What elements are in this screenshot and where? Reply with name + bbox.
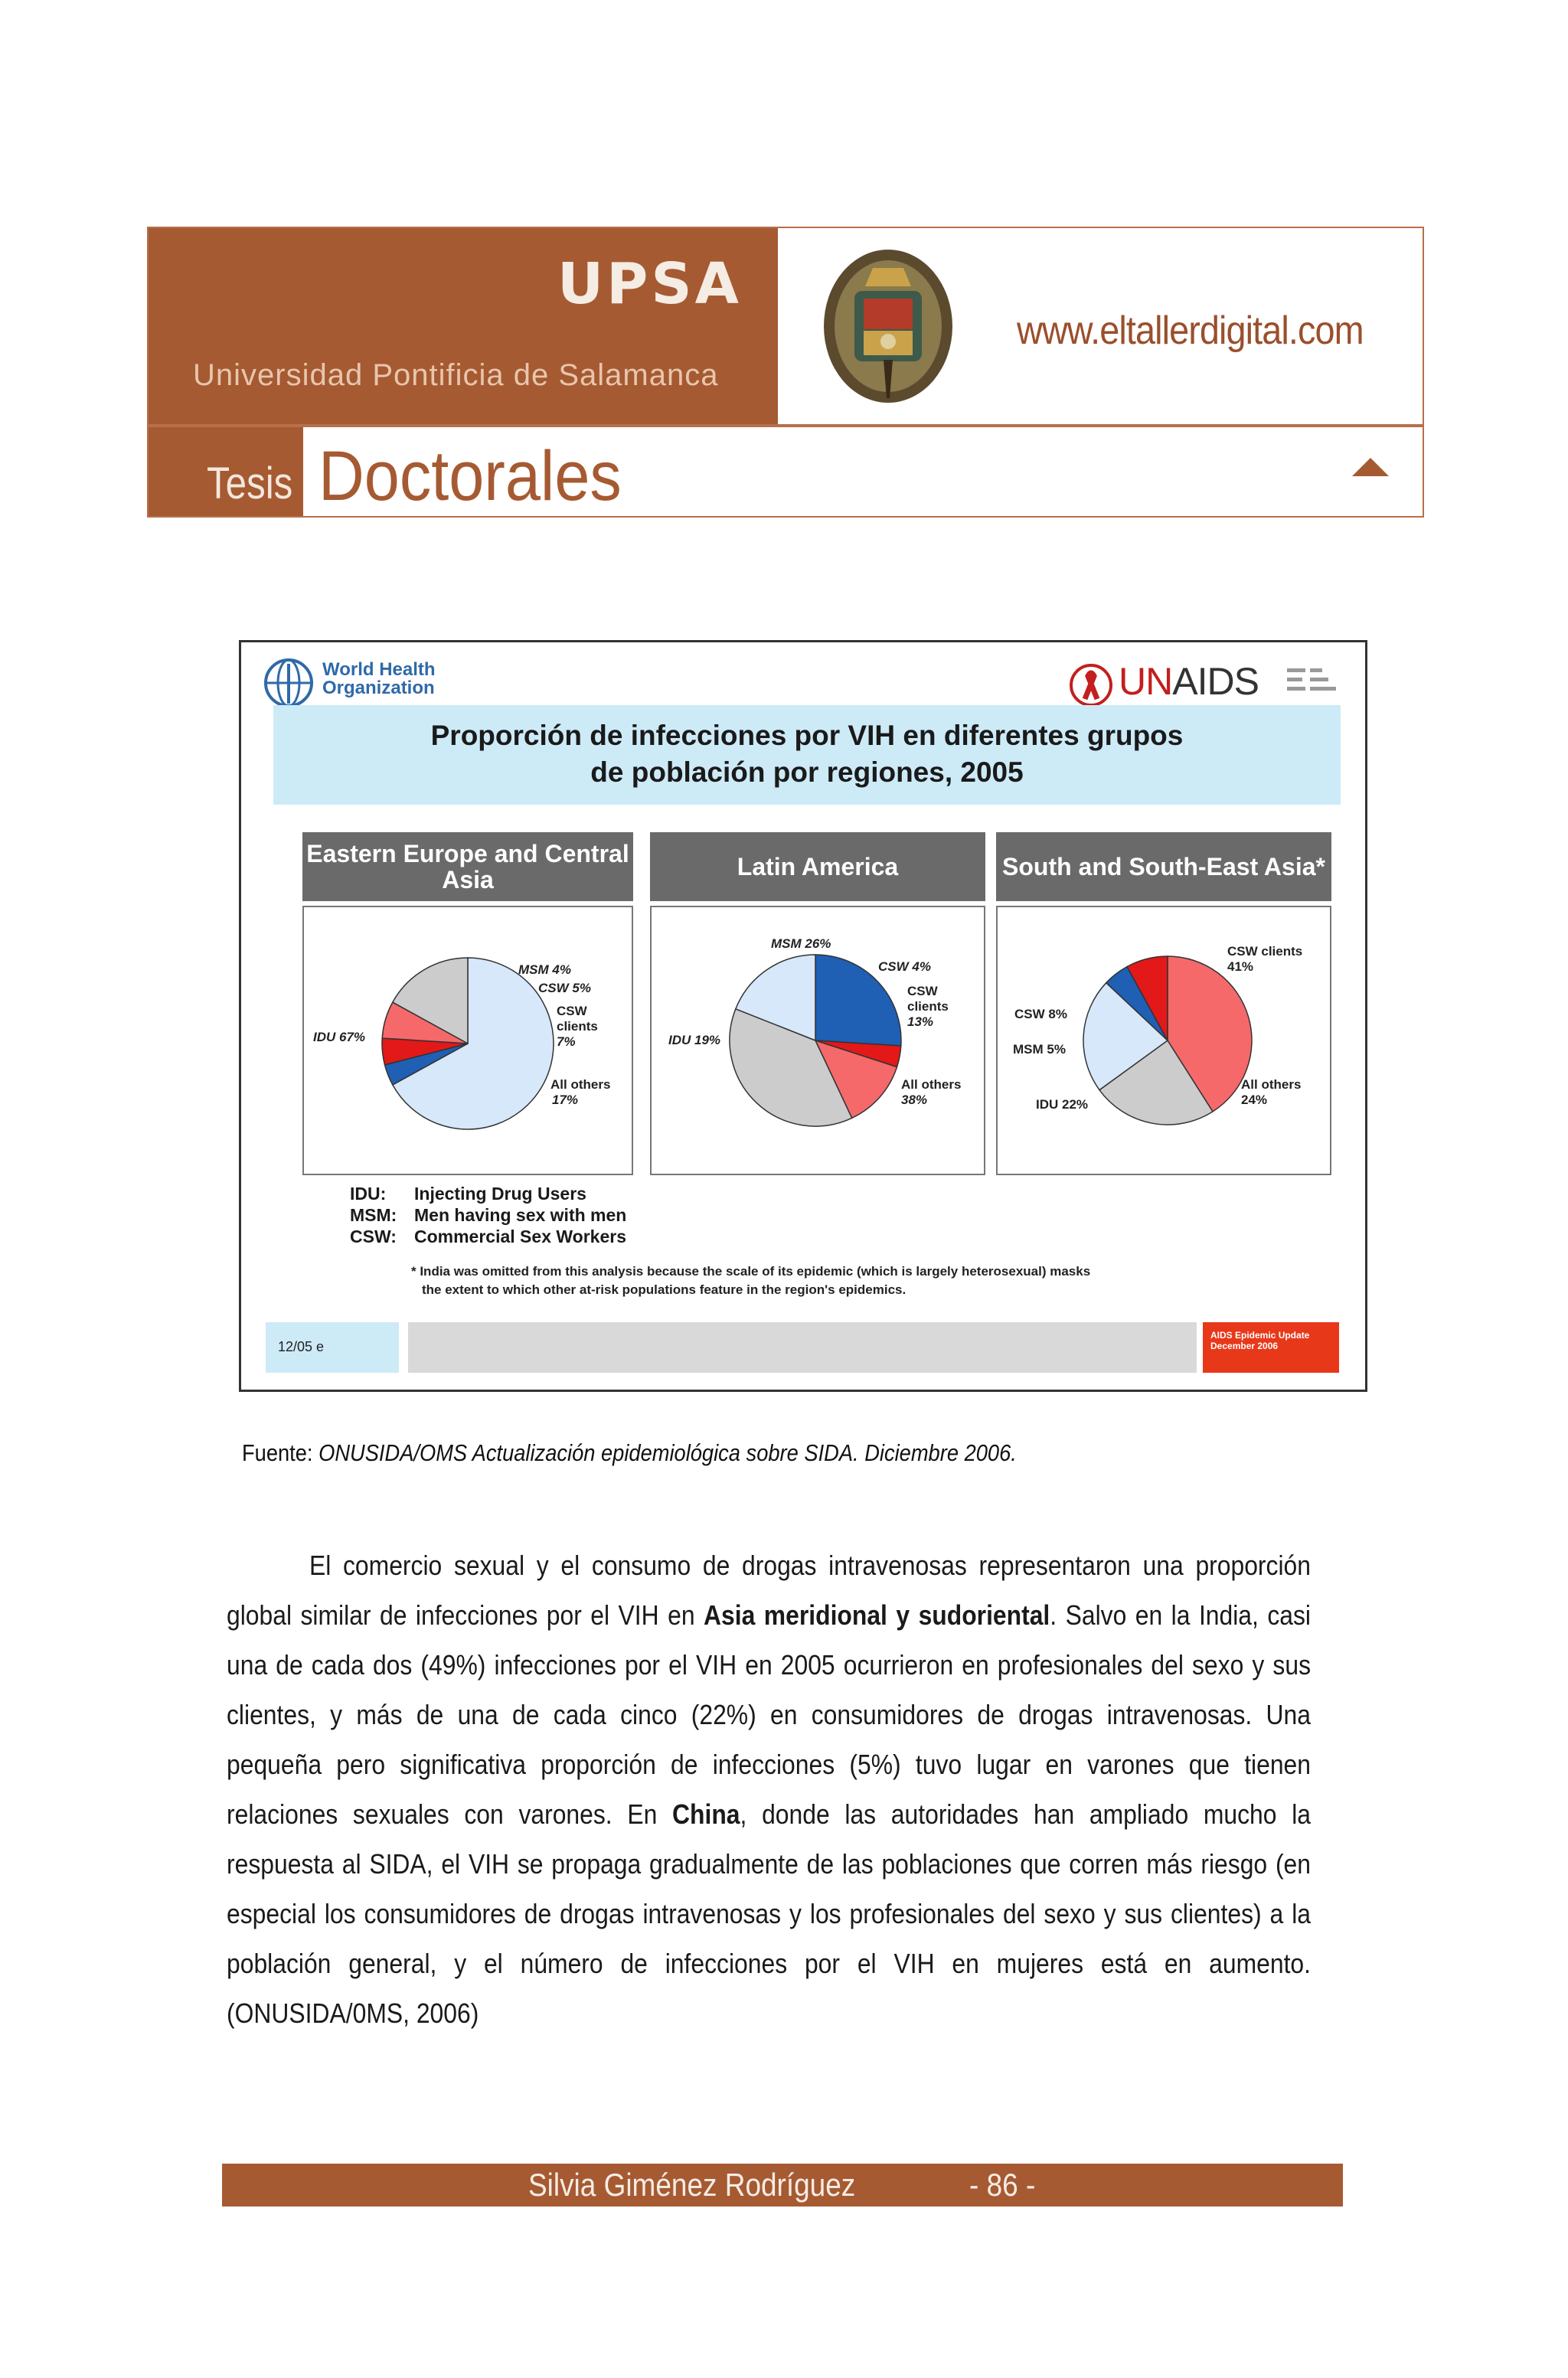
slide-title-line1: Proporción de infecciones por VIH en diferentes grupos [430,720,1184,751]
source-text: ONUSIDA/OMS Actualización epidemiológica sobre SIDA. Diciembre 2006. [318,1439,1017,1466]
slide-title [273,717,1341,791]
triangle-up-icon[interactable] [1352,458,1389,476]
pie-label-msm: MSM 5% [1013,1042,1066,1057]
page-footer [222,2164,1343,2207]
emphasis-country: China [672,1798,740,1830]
pie-label-csw-clients: CSW clients 13% [907,984,949,1029]
panel-header-sea: South and South-East Asia* [996,832,1331,901]
unaids-logo-rest: AIDS [1172,660,1259,703]
unaids-logo-red: UN [1119,660,1173,703]
header-banner [147,227,1424,518]
slide-title-line2: de población por regiones, 2005 [590,756,1024,788]
who-logo-text [322,661,436,697]
pie-label-others: All others 24% [1241,1077,1302,1107]
pie-label-csw: CSW 5% [538,981,591,995]
panel-header-eeca: Eastern Europe and Central Asia [302,832,633,901]
legend-row: CSW: Commercial Sex Workers [350,1227,626,1246]
pie-label-msm: MSM 4% [518,962,571,977]
slide-footer-date-box [266,1322,399,1373]
unaids-cosponsors-icon [1287,665,1341,699]
pie-label-msm: MSM 26% [771,936,831,951]
pie-label-others: All others 38% [901,1077,962,1107]
pie-label-idu: IDU 19% [668,1033,721,1047]
institution-full-name: Universidad Pontificia de Salamanca [193,358,719,392]
who-logo-line1: World Health [322,659,436,680]
pie-label-csw: CSW 8% [1014,1007,1067,1021]
panel-latam [650,906,985,1175]
section-prefix: Tesis [207,459,293,508]
pie-label-idu: IDU 67% [313,1030,366,1044]
slide-footer-badge [1203,1322,1339,1373]
slide-footnote: * India was omitted from this analysis because the scale of its epidemic (which is largely heterosexual) masks the extent to which other at-risk populations feature in the region's epidemics. [411,1264,1091,1297]
pie-label-csw-clients: CSW clients 7% [557,1004,598,1049]
pie-label-others: All others 17% [550,1077,611,1107]
slide-footer-bar [408,1322,1197,1373]
slide-title-box [273,705,1341,805]
panel-sea [996,906,1331,1175]
who-logo-line2: Organization [322,678,435,698]
red-ribbon-icon [1068,662,1114,708]
who-logo-icon [260,656,318,710]
institution-short-name: UPSA [557,251,742,317]
page-number: - 86 - [969,2167,1036,2203]
pie-label-idu: IDU 22% [1036,1097,1089,1112]
source-label: Fuente: [242,1439,313,1466]
legend-row: MSM: Men having sex with men [350,1205,627,1225]
abbreviation-legend [350,1183,626,1247]
body-paragraph: El comercio sexual y el consumo de drogas intravenosas representaron una proporción global similar de infecciones por el VIH en Asia meridional y sudoriental. Salvo en la India, casi una de cada dos (49%) infecciones por el VIH en 2005 ocurrieron en profesionales del sexo y sus clientes, y más de una de cada cinco (22%) en consumidores de drogas intravenosas. Una pequeña pero significativa proporción de infecciones (5%) tuvo lugar en varones que tienen relaciones sexuales con varones. En China, donde las autoridades han ampliado mucho la respuesta al SIDA, el VIH se propaga gradualmente de las poblaciones que corren más riesgo (en especial los consumidores de drogas intravenosas y los profesionales del sexo y sus clientes) a la población general, y el número de infecciones por el VIH en mujeres está en aumento. (ONUSIDA/0MS, 2006) [227,1550,1312,2029]
footer-author: Silvia Giménez Rodríguez [528,2167,856,2203]
banner-divider [149,424,1423,427]
emphasis-region: Asia meridional y sudoriental [704,1599,1050,1631]
chart-slide [239,640,1367,1392]
slide-footer-date: 12/05 e [278,1339,325,1354]
university-seal-icon [819,245,957,407]
legend-row: IDU: Injecting Drug Users [350,1184,586,1204]
pie-label-csw-clients: CSW clients 41% [1227,944,1303,974]
pie-label-csw: CSW 4% [878,959,931,974]
slide-footer-badge-text: AIDS Epidemic Update December 2006 [1210,1330,1310,1351]
panel-eeca [302,906,633,1175]
figure-source [242,1439,1017,1467]
website-link[interactable]: www.eltallerdigital.com [1017,309,1364,353]
panel-header-latam: Latin America [650,832,985,901]
section-title: Doctorales [318,437,622,515]
unaids-logo-text [1119,659,1259,704]
